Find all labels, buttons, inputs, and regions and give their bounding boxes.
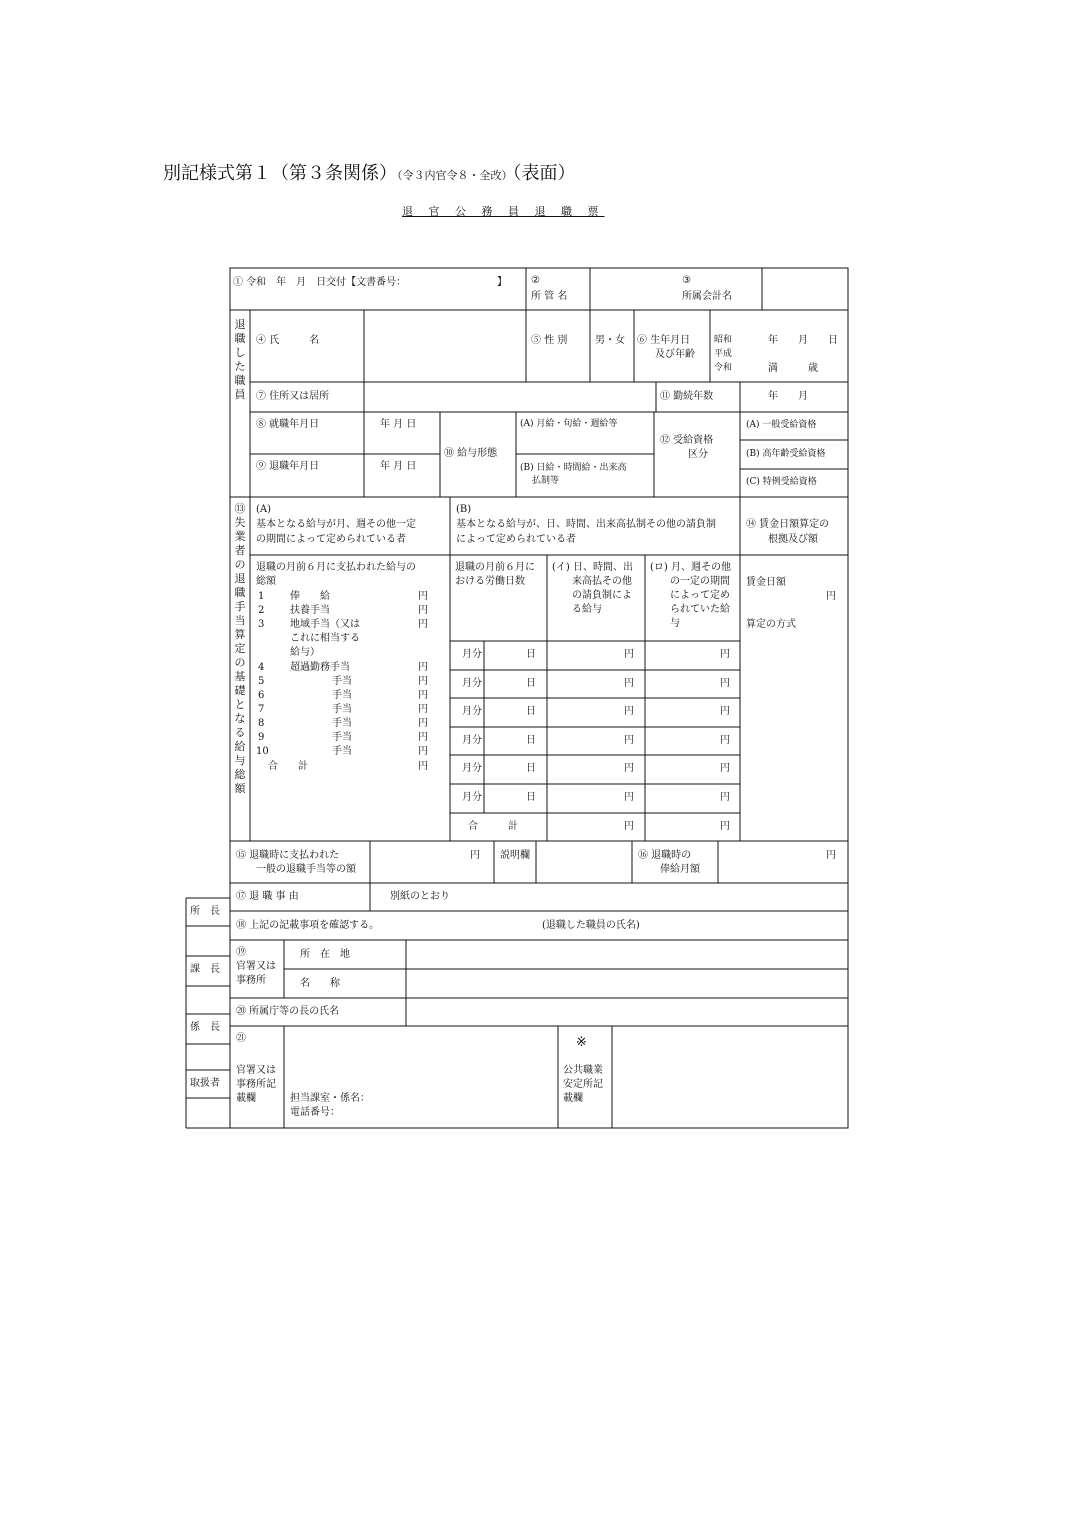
- office-head-value[interactable]: [408, 1000, 846, 1024]
- retirement-reason-value: 別紙のとおり: [390, 891, 450, 902]
- item-no: 8: [258, 718, 265, 729]
- item-total-label: 合 計: [268, 761, 308, 772]
- yen-unit[interactable]: 円: [720, 649, 730, 660]
- month-label[interactable]: 月分: [462, 763, 482, 774]
- section-b-col2-3: の請負制によ: [572, 590, 632, 601]
- item-no: 5: [258, 676, 265, 687]
- item-yen[interactable]: 円: [418, 690, 428, 701]
- item-name: 手当: [332, 704, 352, 715]
- day-unit[interactable]: 日: [526, 678, 536, 689]
- qualification-c[interactable]: (C) 特例受給資格: [746, 477, 817, 487]
- section-a-head: (A): [256, 504, 272, 515]
- retirement-allowance-yen[interactable]: 円: [470, 850, 480, 861]
- section-b-total-label: 合 計: [468, 821, 518, 832]
- confirmation-text: ⑱ 上記の記載事項を確認する。: [236, 920, 380, 931]
- stamp-label-handler: 取扱者: [190, 1078, 220, 1089]
- section-b-desc-1: 基本となる給与が、日、時間、出来高払制その他の請負制: [456, 519, 716, 530]
- yen-unit[interactable]: 円: [720, 763, 730, 774]
- yen-unit[interactable]: 円: [624, 706, 634, 717]
- explanation-label: 説明欄: [500, 850, 530, 861]
- office-number: ⑲: [236, 947, 246, 958]
- wage-basis-side-label: ⑬ 失業者の退職手当算定の基礎となる給与総額: [234, 502, 246, 795]
- retire-date-label: ⑨ 退職年月日: [256, 461, 320, 472]
- accounting-value[interactable]: [764, 272, 846, 308]
- monthly-salary-label-2: 俸給月額: [660, 864, 700, 875]
- pay-form-b-cont: 払制等: [532, 476, 560, 486]
- item-no: 1: [258, 591, 265, 602]
- accounting-label: 所属会計名: [682, 291, 732, 302]
- yen-unit[interactable]: 円: [624, 678, 634, 689]
- month-label[interactable]: 月分: [462, 678, 482, 689]
- daily-wage-label: 賃金日額: [746, 577, 786, 588]
- item-no: 3: [258, 619, 265, 630]
- office-name-value[interactable]: [408, 971, 846, 996]
- section-b-col3-2: の一定の期間: [670, 576, 730, 587]
- item-no: 9: [258, 732, 265, 743]
- office-label-1: 官署又は: [236, 961, 276, 972]
- yen-unit[interactable]: 円: [720, 792, 730, 803]
- yen-unit[interactable]: 円: [720, 735, 730, 746]
- office-location-label: 所 在 地: [300, 949, 350, 960]
- section-a-desc-1: 基本となる給与が月、週その他一定: [256, 519, 416, 530]
- item-yen[interactable]: 円: [418, 718, 428, 729]
- section-b-col3-4: られていた給: [670, 604, 730, 615]
- item-name: 俸 給: [290, 591, 330, 602]
- monthly-salary-yen[interactable]: 円: [826, 850, 836, 861]
- address-label: ⑦ 住所又は居所: [256, 391, 330, 402]
- yen-unit[interactable]: 円: [720, 821, 730, 832]
- qualification-label: ⑫ 受給資格: [660, 435, 714, 446]
- office-name-label: 名 称: [300, 978, 340, 989]
- yen-unit[interactable]: 円: [624, 821, 634, 832]
- office-label-2: 事務所: [236, 975, 266, 986]
- office-head-label: ⑳ 所属庁等の長の氏名: [236, 1006, 340, 1017]
- item-yen[interactable]: 円: [418, 704, 428, 715]
- name-value[interactable]: [366, 312, 524, 380]
- pes-entry-value[interactable]: [614, 1028, 846, 1126]
- section-b-col2-4: る給与: [572, 604, 602, 615]
- item-no: 7: [258, 704, 265, 715]
- employee-signature-label[interactable]: (退職した職員の氏名): [542, 920, 640, 931]
- sex-label: ⑤ 性 別: [531, 335, 568, 346]
- day-unit[interactable]: 日: [526, 649, 536, 660]
- era-heisei: 平成: [714, 349, 733, 359]
- calc-method-label: 算定の方式: [746, 619, 796, 630]
- office-entry-label-3: 載欄: [236, 1093, 256, 1104]
- name-label: ④ 氏 名: [256, 335, 320, 346]
- section-b-desc-2: によって定められている者: [456, 534, 576, 545]
- item-name: 給与）: [290, 647, 320, 658]
- tenure-label: ⑪ 勤続年数: [660, 391, 714, 402]
- item-yen[interactable]: 円: [418, 676, 428, 687]
- field-number-2: ②: [531, 275, 540, 286]
- daily-wage-head-2: 根拠及び額: [768, 534, 818, 545]
- section-b-head: (B): [456, 504, 472, 515]
- item-no: 4: [258, 662, 265, 673]
- stamp-label-director: 所 長: [190, 906, 220, 917]
- section-b-col1-1: 退職の月前６月に: [455, 562, 535, 573]
- field-number-3: ③: [682, 275, 691, 286]
- section-b-col2-2: 来高払その他: [572, 576, 632, 587]
- office-entry-label-1: 官署又は: [236, 1065, 276, 1076]
- section-b-col3-3: によって定め: [670, 590, 730, 601]
- item-yen[interactable]: 円: [418, 746, 428, 757]
- month-label[interactable]: 月分: [462, 649, 482, 660]
- day-unit[interactable]: 日: [526, 706, 536, 717]
- item-yen[interactable]: 円: [418, 619, 428, 630]
- reference-mark: ※: [576, 1035, 587, 1050]
- yen-unit[interactable]: 円: [624, 792, 634, 803]
- age-value: 満 歳: [768, 363, 818, 374]
- form-title: 別記様式第１（第３条関係）（令３内官令８・全改）（表面）: [163, 163, 576, 184]
- retire-date-unit: 年 月 日: [380, 461, 417, 472]
- hire-date-label: ⑧ 就職年月日: [256, 419, 320, 430]
- item-name: 手当: [332, 676, 352, 687]
- issue-line: ① 令和 年 月 日交付【文書番号：: [233, 277, 407, 288]
- era-showa: 昭和: [714, 335, 733, 345]
- pay-form-a[interactable]: (A) 月給・旬給・週給等: [520, 419, 618, 429]
- item-name: 手当: [332, 746, 352, 757]
- ministry-value[interactable]: [592, 272, 760, 308]
- daily-wage-head-1: ⑭ 賃金日額算定の: [746, 519, 830, 530]
- office-entry-number: ㉑: [236, 1033, 246, 1044]
- monthly-salary-label-1: ⑯ 退職時の: [638, 850, 692, 861]
- section-b-col2-1: (イ) 日、時間、出: [552, 562, 633, 573]
- ministry-label: 所 管 名: [531, 291, 568, 302]
- item-name: 手当: [332, 732, 352, 743]
- retired-employee-side-label: 退職した職員: [234, 318, 246, 401]
- yen-unit[interactable]: 円: [624, 763, 634, 774]
- day-unit[interactable]: 日: [526, 792, 536, 803]
- issue-bracket: 】: [497, 277, 507, 288]
- daily-wage-yen[interactable]: 円: [826, 591, 836, 602]
- stamp-label-unit-chief: 係 長: [190, 1022, 220, 1033]
- hire-date-unit: 年 月 日: [380, 419, 417, 430]
- person-in-charge-label: 担当課室・係名：: [290, 1093, 370, 1104]
- tenure-unit: 年 月: [768, 391, 808, 402]
- birth-label: ⑥ 生年月日: [637, 335, 691, 346]
- pay-form-b[interactable]: (B) 日給・時間給・出来高: [520, 463, 627, 473]
- retirement-reason-label: ⑰ 退 職 事 由: [236, 891, 299, 902]
- section-b-col3-1: (ロ) 月、週その他: [650, 562, 731, 573]
- pes-label-1: 公共職業: [563, 1065, 603, 1076]
- section-a-desc-2: の期間によって定められている者: [256, 534, 406, 545]
- section-b-col1-2: おける労働日数: [455, 576, 525, 587]
- day-unit[interactable]: 日: [526, 735, 536, 746]
- item-yen[interactable]: 円: [418, 761, 428, 772]
- item-yen[interactable]: 円: [418, 732, 428, 743]
- pes-label-2: 安定所記: [563, 1079, 603, 1090]
- explanation-value[interactable]: [538, 843, 630, 881]
- month-label[interactable]: 月分: [462, 735, 482, 746]
- address-value[interactable]: [366, 384, 654, 410]
- section-a-intro-1: 退職の月前６月に支払われた給与の: [256, 562, 416, 573]
- item-no: 6: [258, 690, 265, 701]
- yen-unit[interactable]: 円: [624, 735, 634, 746]
- era-reiwa: 令和: [714, 363, 733, 373]
- month-label[interactable]: 月分: [462, 792, 482, 803]
- item-no: 10: [256, 746, 269, 757]
- office-location-value[interactable]: [408, 942, 846, 967]
- item-name: 手当: [332, 690, 352, 701]
- stamp-label-section-chief: 課 長: [190, 964, 220, 975]
- day-unit[interactable]: 日: [526, 763, 536, 774]
- yen-unit[interactable]: 円: [720, 706, 730, 717]
- birth-ymd: 年 月 日: [768, 335, 838, 346]
- qualification-a[interactable]: (A) 一般受給資格: [746, 420, 817, 430]
- qualification-label-2: 区分: [688, 449, 708, 460]
- retirement-allowance-label-2: 一般の退職手当等の額: [256, 864, 356, 875]
- retirement-allowance-label-1: ⑮ 退職時に支払われた: [236, 850, 340, 861]
- pay-form-label: ⑩ 給与形態: [444, 448, 498, 459]
- office-entry-label-2: 事務所記: [236, 1079, 276, 1090]
- section-a-intro-2: 総額: [256, 576, 276, 587]
- sex-value[interactable]: 男・女: [595, 335, 625, 346]
- item-name: 手当: [332, 718, 352, 729]
- pes-label-3: 載欄: [563, 1093, 583, 1104]
- qualification-b[interactable]: (B) 高年齢受給資格: [746, 449, 826, 459]
- item-yen[interactable]: 円: [418, 662, 428, 673]
- yen-unit[interactable]: 円: [624, 649, 634, 660]
- item-yen[interactable]: 円: [418, 591, 428, 602]
- birth-age-label: 及び年齢: [655, 349, 695, 360]
- item-yen[interactable]: 円: [418, 605, 428, 616]
- item-name: 超過勤務手当: [290, 662, 350, 673]
- item-no: 2: [258, 605, 265, 616]
- item-name: 扶養手当: [290, 605, 330, 616]
- item-name: これに相当する: [290, 633, 360, 644]
- yen-unit[interactable]: 円: [720, 678, 730, 689]
- document-title: 退 官 公 務 員 退 職 票: [402, 205, 605, 218]
- month-label[interactable]: 月分: [462, 706, 482, 717]
- phone-label: 電話番号：: [290, 1107, 340, 1118]
- item-name: 地域手当（又は: [290, 619, 360, 630]
- section-b-col3-5: 与: [670, 618, 680, 629]
